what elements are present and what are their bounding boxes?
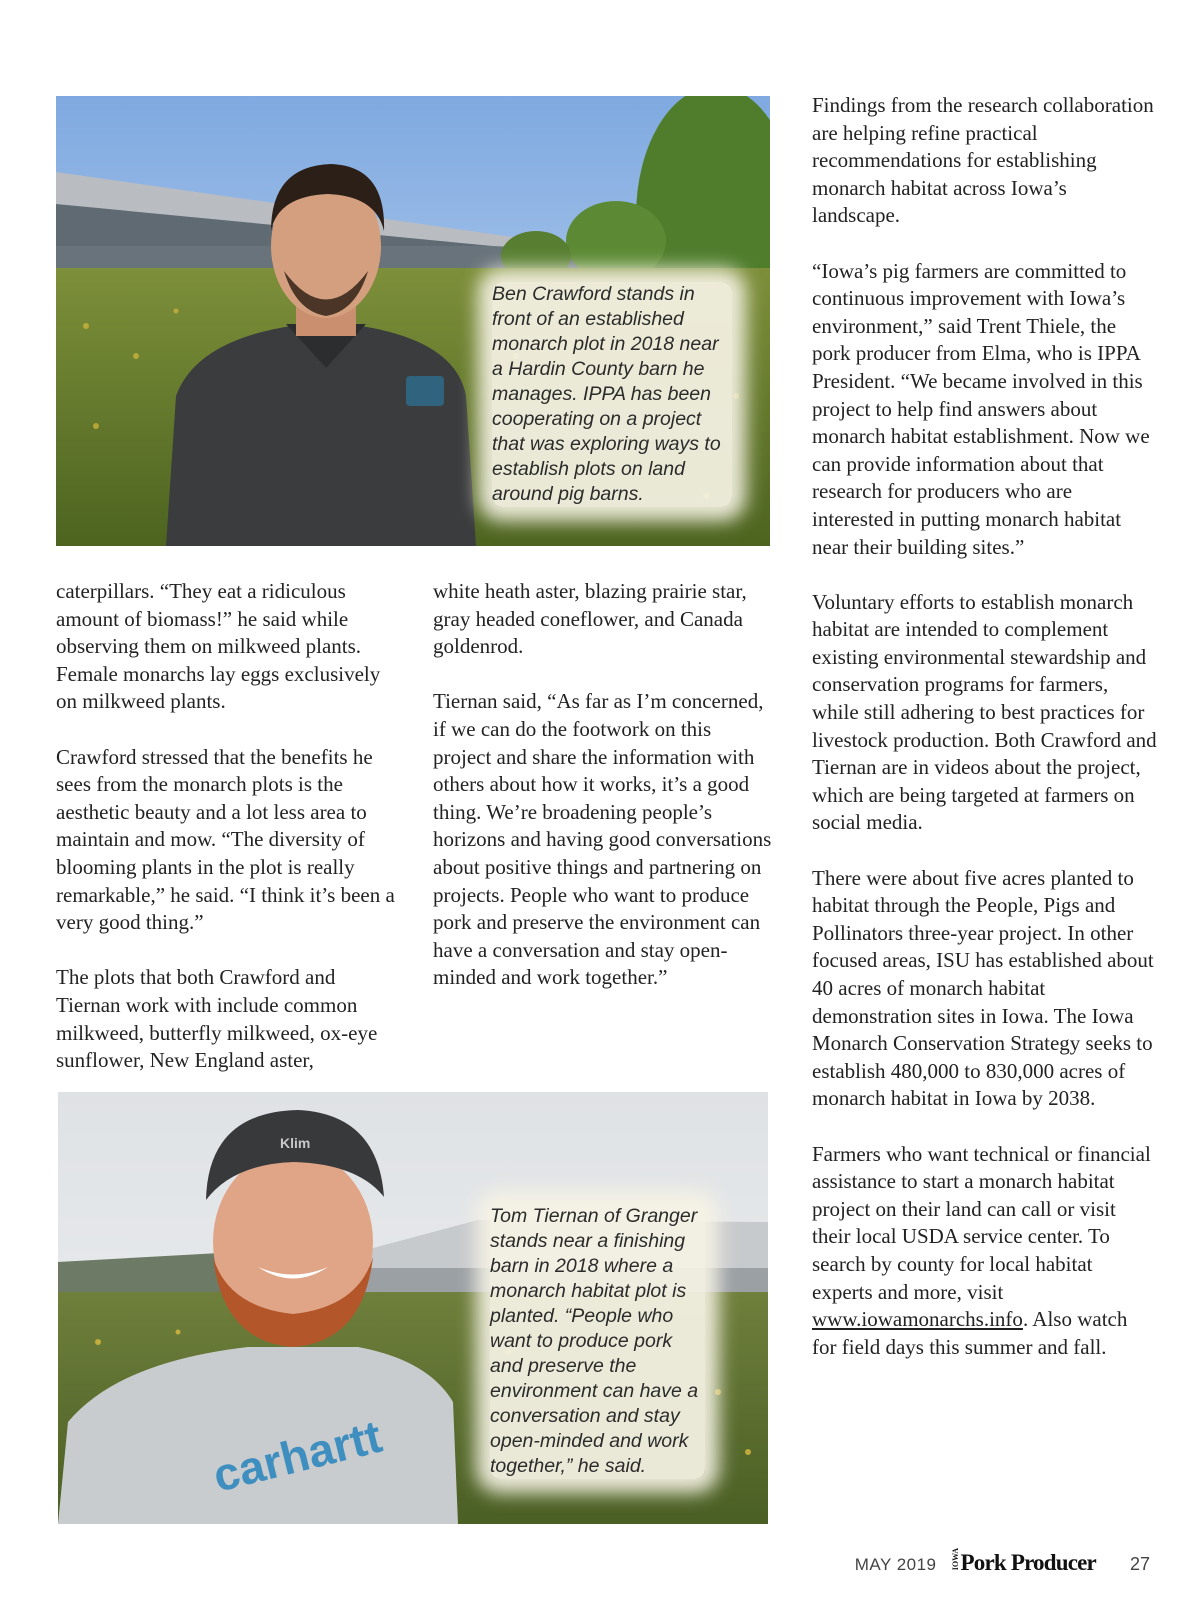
cap-logo-text: Klim: [280, 1135, 311, 1151]
paragraph: The plots that both Crawford and Tiernan work with include common milkweed, butterfly milkweed, ox-eye sunflower, New England aster,: [56, 965, 378, 1073]
page-footer: [855, 1548, 1150, 1576]
text-segment: Farmers who want technical or financial assistance to start a monarch habitat project on their land can call or visit their local USDA service center. To search by county for local habitat experts and more, visit: [812, 1141, 1151, 1304]
magazine-logo: [951, 1548, 1096, 1576]
logo-name-text: Pork Producer: [960, 1550, 1096, 1576]
paragraph: Crawford stressed that the benefits he sees from the monarch plots is the aesthetic beauty and a lot less area to maintain and mow. “The diversity of blooming plants in the plot is really remarkable,” he said. “I think it’s been a very good thing.”: [56, 744, 395, 935]
article-column-1: [56, 578, 396, 1102]
paragraph: white heath aster, blazing prairie star, gray headed coneflower, and Canada goldenrod.: [433, 579, 747, 659]
article-column-3: [812, 92, 1157, 1389]
shirt-logo-text: carhartt: [207, 1409, 387, 1502]
photo-ben-crawford: [56, 96, 770, 546]
text-segment: . Also watch for field days this summer and fall.: [812, 1307, 1128, 1359]
paragraph: Tiernan said, “As far as I’m concerned, if we can do the footwork on this project and share the information with others about how it works, it’s a good thing. We’re broadening people’s horizons and having good conversations about positive things and partnering on projects. People who want to produce pork and preserve the environment can have a conversation and stay open-minded and work together.”: [433, 689, 772, 990]
photo-tom-tiernan-caption: Tom Tiernan of Granger stands near a finishing barn in 2018 where a monarch habitat plot is planted. “People who want to produce pork and preserve the environment can have a conversation and stay open-minded and work together,” he said.: [490, 1204, 705, 1479]
paragraph: Findings from the research collaboration are helping refine practical recommendations for establishing monarch habitat across Iowa’s landscape.: [812, 93, 1154, 228]
iowamonarchs-link[interactable]: www.iowamonarchs.info: [812, 1307, 1023, 1332]
article-column-2: [433, 578, 773, 1020]
logo-state-text: IOWA: [950, 1548, 960, 1571]
page-number: 27: [1129, 1554, 1150, 1575]
paragraph: caterpillars. “They eat a ridiculous amount of biomass!” he said while observing them on milkweed plants. Female monarchs lay eggs exclusively on milkweed plants.: [56, 579, 381, 714]
paragraph: [812, 1141, 1157, 1362]
photo-tom-tiernan: [58, 1092, 768, 1524]
photo-ben-crawford-caption: Ben Crawford stands in front of an established monarch plot in 2018 near a Hardin County barn he manages. IPPA has been cooperating on a project that was exploring ways to establish plots on land around pig barns.: [492, 282, 732, 507]
paragraph: There were about five acres planted to habitat through the People, Pigs and Pollinators three-year project. In other focused areas, ISU has established about 40 acres of monarch habitat demonstration sites in Iowa. The Iowa Monarch Conservation Strategy seeks to establish 480,000 to 830,000 acres of monarch habitat in Iowa by 2038.: [812, 865, 1154, 1111]
paragraph: Voluntary efforts to establish monarch habitat are intended to complement existing environmental stewardship and conservation programs for farmers, while still adhering to best practices for livestock production. Both Crawford and Tiernan are in videos about the project, which are being targeted at farmers on social media.: [812, 589, 1157, 835]
issue-date: MAY 2019: [854, 1555, 937, 1575]
paragraph: “Iowa’s pig farmers are committed to continuous improvement with Iowa’s environment,” said Trent Thiele, the pork producer from Elma, who is IPPA President. “We became involved in this project to help find answers about monarch habitat establishment. Now we can provide information about that research for producers who are interested in putting monarch habitat near their building sites.”: [812, 258, 1150, 559]
